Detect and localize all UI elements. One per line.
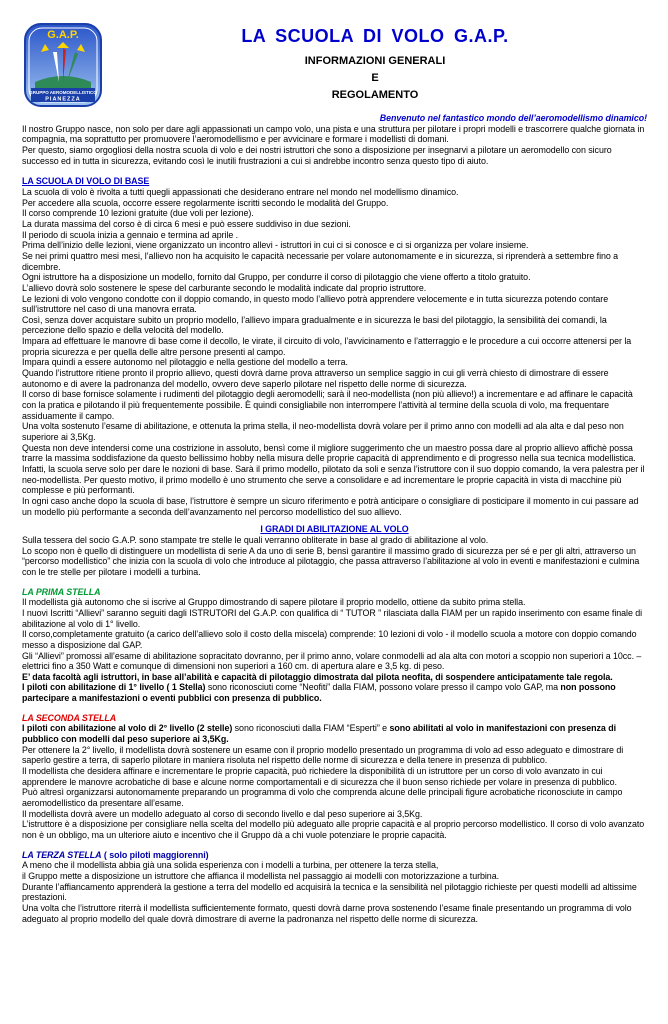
paragraph: Il corso di base fornisce solamente i rudimenti del pilotaggio degli aeromodelli; sarà il neo-modellista (non più allievo!) a incrementare e ad affinare le capacità con la pratica e pilotando il più frequentemente possibile. È quindi consigliabile non interrompere l’attività al termine della scuola di volo, ma frequentare assiduamente il campo. bbox=[22, 389, 633, 421]
bold-text: non possono partecipare a manifestazioni o eventi pubblici con presenza di pubblico. bbox=[22, 682, 616, 704]
logo-bottom-text2: PIANEZZA bbox=[45, 96, 81, 103]
paragraph: La scuola di volo è rivolta a tutti quegli appassionati che desiderano entrare nel mondo nel modellismo dinamico. bbox=[22, 186, 459, 197]
paragraph: In ogni caso anche dopo la scuola di base, l’istruttore è sempre un sicuro riferimento e potrà anticipare o consigliare di posticipare il momento in cui passare ad un modello più performante a seconda dell’avanzamento nel percorso modellistico del suo allievo. bbox=[22, 495, 639, 517]
gap-logo-graphic bbox=[23, 22, 103, 108]
paragraph: A meno che il modellista abbia già una solida esperienza con i modelli a turbina, per ottenere la terza stella, bbox=[22, 860, 439, 871]
paragraph: Una volta sostenuto l’esame di abilitazione, e ottenuta la prima stella, il neo-modellista dovrà volare per il primo anno con modelli ad ala alta e dal peso non superiore ai 3,5Kg. bbox=[22, 421, 624, 443]
bold-text: I piloti con abilitazione al volo di 2° livello (2 stelle) bbox=[22, 723, 233, 734]
paragraph: L’istruttore è a disposizione per consigliare nella scelta del modello più adeguato alle proprie capacità e al proprio percorso modellistico. Il corso di volo avanzato non è un obbligo, ma un ulteriore aiuto e incentivo che il Gruppo dà a chi vuole potenziare le proprie capacità. bbox=[22, 819, 645, 840]
welcome-line: Benvenuto nel fantastico mondo dell’aeromodellismo dinamico! bbox=[379, 113, 647, 123]
paragraph: Per ottenere la 2° livello, il modellista dovrà sostenere un esame con il proprio modello presentado un programma di volo ad esso adeguato e dimostrare di saperlo gestire a terra, di saperlo pilotare in maniera risoluta nel rispetto delle norme di sicurezza e della tenere in presenza di pubblico. bbox=[22, 744, 624, 766]
heading-first-star: LA PRIMA STELLA bbox=[22, 586, 101, 597]
logo-bottom-text1: GRUPPO AEROMODELLISTICO bbox=[29, 90, 97, 95]
paragraph: Impara quindi a essere autonomo nel pilotaggio e nella gestione del modello a terra. bbox=[22, 357, 348, 368]
paragraph: Durante l’affiancamento apprenderà la gestione a terra del modello ed acquisirà la tecnica e la sensibilità nel pilotaggio richieste per questi modelli ad altissime prestazioni. bbox=[22, 881, 637, 903]
paragraph: Il modellista dovrà avere un modello adeguato al corso di secondo livello e dal peso superiore ai 3,5Kg. bbox=[22, 808, 423, 819]
paragraph: Il periodo di scuola inizia a gennaio e termina ad aprile . bbox=[22, 229, 239, 240]
paragraph: La durata massima del corso è di circa 6 mesi e può essere suddiviso in due sezioni. bbox=[22, 218, 351, 229]
paragraph: I nuovi Iscritti “Allievi” saranno seguiti dagli ISTRUTORI del G.A.P. con qualifica di “ TUTOR ” rilasciata dalla FIAM per un rapido inserimento con esame finale di abilitazione al volo di 1° livello. bbox=[22, 607, 643, 629]
heading-second-star: LA SECONDA STELLA bbox=[22, 712, 117, 723]
grades-paragraphs bbox=[22, 535, 647, 578]
second-star-paragraphs bbox=[22, 745, 647, 841]
bold-text: sono abilitati al volo in manifestazioni con presenza di pubblico con modelli dal peso superiore ai 3,5Kg. bbox=[22, 723, 616, 745]
paragraph: Infatti, la scuola serve solo per dare le nozioni di base. Sarà il primo modello, pilotato da soli e senza l’istruttore con il suo doppio comando, la vera palestra per il neo-modellista. Per questo motivo, il primo modello è uno strumento che serve a consolidare e ad incrementare le proprie capacità in vista di macchine più complesse e più performanti. bbox=[22, 464, 645, 496]
first-star-note bbox=[22, 682, 647, 703]
paragraph: Può altresì organizzarsi autonomamente preparando un programma di volo che comprenda alcune delle principali figure acrobatiche riconosciute in campo aeromodellistico da presentare all’esame. bbox=[22, 787, 623, 809]
intro-paragraph: Il nostro Gruppo nasce, non solo per dare agli appassionati un campo volo, una pista e una struttura per pilotare i propri modelli e trascorrere qualche giornata in compagnia, ma soprattutto per promuovere l’aeromodellismo e per avvicinare e formare i modellisti di domani. bbox=[22, 123, 645, 145]
heading-school: LA SCUOLA DI VOLO DI BASE bbox=[22, 176, 150, 187]
paragraph: Quando l’istruttore ritiene pronto il proprio allievo, questi dovrà darne prova attraverso un semplice saggio in cui gli verrà chiesto di dimostrare di essere autonomo e di avere la padronanza del modello, ovvero deve saperlo pilotare nel rispetto delle norme di sicurezza. bbox=[22, 368, 609, 389]
third-star-paragraphs bbox=[22, 860, 647, 924]
paragraph: Il corso,completamente gratuito (a carico dell’allievo solo il costo della miscela) comprende: 10 lezioni di volo - il modello scuola a motore con doppio comando messo a disposizione dal GAP. bbox=[22, 629, 637, 650]
paragraph: Sulla tessera del socio G.A.P. sono stampate tre stelle le quali verranno obliterate in base al grado di abilitazione al volo. bbox=[22, 534, 489, 545]
subtitle-line: INFORMAZIONI GENERALI bbox=[304, 55, 446, 67]
subtitle-line: REGOLAMENTO bbox=[331, 89, 419, 101]
paragraph: Impara ad effettuare le manovre di base come il decollo, le virate, il circuito di volo, l’avvicinamento e l’atterraggio e le procedure a cui occorre attenersi per la propria sicurezza e per quella delle altre persone presenti al campo. bbox=[22, 336, 632, 357]
paragraph: Il modellista che desidera affinare e incrementare le proprie capacità, può richiedere la disponibilità di un istruttore per un corso di volo avanzato in cui apprendere le manovre acrobatiche di base e alcune norme comportamentali e di sicurezza che il buon senso richiede per volare in presenza di pubblico. bbox=[22, 766, 617, 787]
page-subtitle bbox=[220, 53, 530, 104]
document-body bbox=[22, 113, 647, 924]
third-star-suffix: ( solo piloti maggiorenni) bbox=[101, 849, 209, 860]
paragraph: il Gruppo mette a disposizione un istruttore che affianca il modellista nel passaggio ai modelli con motorizzazione a turbina. bbox=[22, 870, 499, 881]
page-title: LA SCUOLA DI VOLO G.A.P. bbox=[241, 26, 509, 46]
paragraph: Prima dell’inizio delle lezioni, viene organizzato un incontro allevi - istruttori in cui ci si conosce e ci si organizza per volare insieme. bbox=[22, 240, 529, 251]
intro-paragraph: Per questo, siamo orgogliosi della nostra scuola di volo e dei nostri istruttori che sono a disposizione per insegnarvi a pilotare un aeromodello con sicuro successo ed in tutta in sicurezza, evitando così le inutili frustrazioni a cui si andrebbe incontro senza questo tipo di aiuto. bbox=[22, 144, 612, 166]
paragraph: Ogni istruttore ha a disposizione un modello, fornito dal Gruppo, per condurre il corso di pilotaggio che viene offerto a titolo gratuito. bbox=[22, 272, 531, 283]
paragraph: Gli “Allievi” promossi all’esame di abilitazione sopracitato dovranno, per il primo anno, volare conmodelli ad ala alta con motori a scoppio non superiori a 10cc. – elettrici fino a 350 Watt e comunque di dimensioni non superiori a 160 cm. di apertura alare e 3,5 kg. di peso. bbox=[22, 650, 642, 672]
gap-logo bbox=[23, 22, 103, 108]
paragraph: Il corso comprende 10 lezioni gratuite (due voli per lezione). bbox=[22, 208, 254, 219]
paragraph: Per accedere alla scuola, occorre essere regolarmente iscritti secondo le modalità del Gruppo. bbox=[22, 197, 389, 208]
paragraph: Il modellista già autonomo che si iscrive al Gruppo dimostrando di sapere pilotare il proprio modello, ottiene da subito prima stella. bbox=[22, 597, 526, 608]
normal-text: sono riconosciuti dalla FIAM “Esperti” e bbox=[232, 723, 390, 734]
bold-text: I piloti con abilitazione di 1° livello ( 1 Stella) bbox=[22, 682, 206, 693]
first-star-paragraphs bbox=[22, 597, 647, 672]
paragraph: Se nei primi quattro mesi mesi, l’allievo non ha acquisito le capacità necessarie per volare autonomamente e in sicurezza, si riprenderà a settembre fino a dicembre. bbox=[22, 250, 619, 272]
heading-third-star bbox=[22, 850, 647, 861]
second-star-note bbox=[22, 723, 647, 744]
paragraph: Così, senza dover acquistare subito un proprio modello, l’allievo impara gradualmente e in sicurezza le basi del pilotaggio, la sensibilità dei comandi, la percezione dello spazio e della velocità del modello. bbox=[22, 314, 607, 336]
paragraph: Lo scopo non è quello di distinguere un modellista di serie A da uno di serie B, bensì garantire il massimo grado di sicurezza per sé e per gli altri, attraverso un “percorso modellistico” che inizia con la scuola di volo che introduce al pilotaggio, che passa attraverso l’abilitazione al volo in eventi e manifestazioni e culmina con le tre stelle per pilotare i modelli a turbina. bbox=[22, 545, 640, 577]
paragraph: Una volta che l’istruttore riterrà il modellista sufficientemente formato, questi dovrà darne prova sostenendo l’esame finale presentando un programma di volo adeguato al proprio modello del quale dovrà dimostrare di averne la padronanza nel rispetto delle norme di sicurezza. bbox=[22, 902, 632, 924]
heading-grades: I GRADI DI ABILITAZIONE AL VOLO bbox=[260, 524, 409, 535]
normal-text: sono riconosciuti come “Neofiti” dalla FIAM, possono volare presso il campo volo GAP, ma bbox=[205, 682, 561, 693]
paragraph: L’allievo dovrà solo sostenere le spese del carburante secondo le modalità indicate dal proprio istruttore. bbox=[22, 282, 427, 293]
third-star-title: LA TERZA STELLA bbox=[22, 849, 102, 860]
paragraph: Le lezioni di volo vengono condotte con il doppio comando, in questo modo l’allievo potrà apprendere velocemente e in tutta sicurezza potendo contare sull’istruttore nel caso di una manovra errata. bbox=[22, 293, 609, 315]
first-star-bold-rule: E’ data facoltà agli istruttori, in base all’abilità e capacità di pilotaggio dimostrata dal pilota neofita, di sospendere anticipatamente tale regola. bbox=[22, 671, 613, 682]
school-paragraphs bbox=[22, 187, 647, 517]
subtitle-line: E bbox=[371, 72, 379, 84]
logo-top-text: G.A.P. bbox=[47, 29, 79, 41]
paragraph: Questa non deve intendersi come una costrizione in assoluto, bensì come il migliore suggerimento che un maestro possa dare al proprio allievo affichè possa trarre la massima soddisfazione da questo bellissimo hobby nella misura delle proprie capacità di apprendimento e di progresso nella sua tecnica modellistica. bbox=[22, 442, 636, 464]
